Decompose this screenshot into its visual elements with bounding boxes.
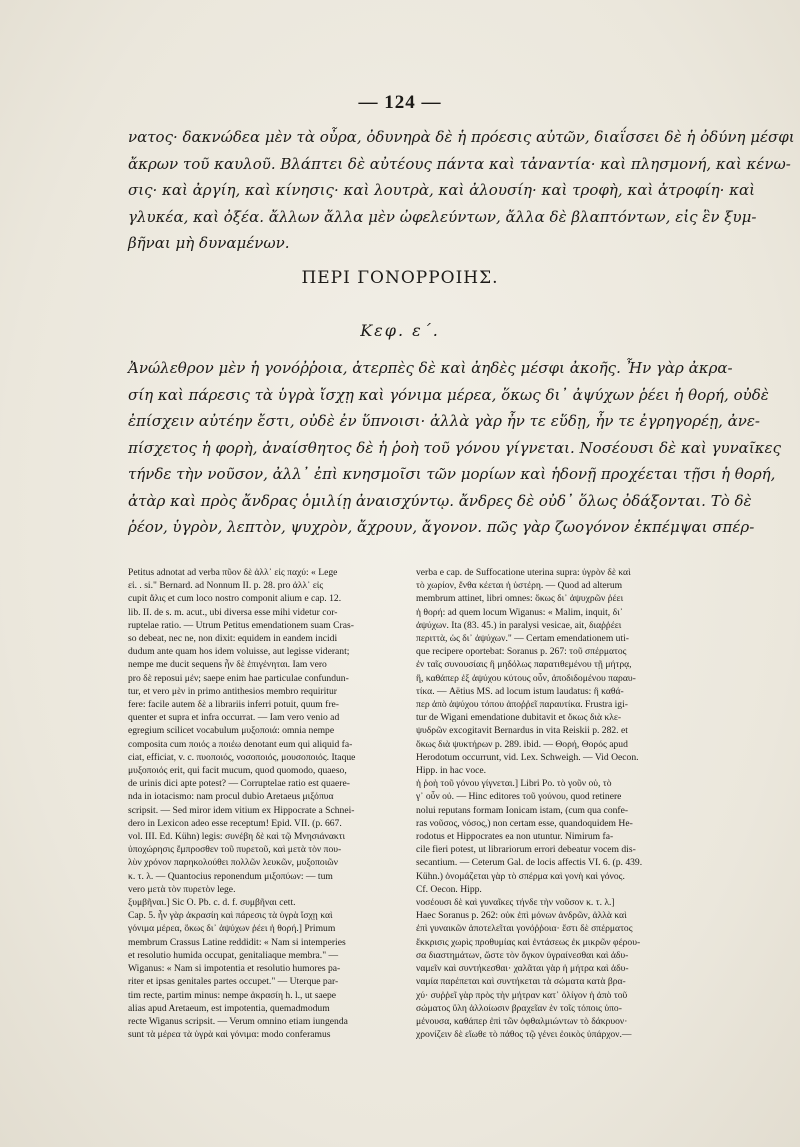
note-line: ναμία παρέπεται καὶ συντήκεται τὰ σώματα κατὰ βρα- (416, 976, 626, 988)
text-line: σις· καὶ ἀργίη, καὶ κίνησις· καὶ λουτρὰ, καὶ ἀλουσίη· καὶ τροφὴ, καὶ ἀτροφίη· καὶ (128, 181, 756, 199)
note-line: Kühn.) ὀνομάζεται γὰρ τὸ σπέρμα καὶ γονὴ καὶ γόνος. (416, 870, 625, 882)
note-line: τὸ χωρίον, ἔνθα κέεται ἡ ὑστέρη. — Quod ad alterum (416, 580, 623, 592)
note-line: ἔκκρισις χωρὶς προθυμίας καὶ ἐντάσεως ἐκ μικρῶν φέρου- (416, 936, 641, 948)
note-line: ψυδρῶν excogitavit Bernardus in vita Reiskii p. 282. et (416, 725, 628, 737)
note-line: membrum Crassus Latine reddidit: « Nam si intemperies (128, 936, 346, 948)
note-line: ἢ, καθάπερ ἐξ ἀψύχου κύτους οὖν, ἀποδιδομένου παραυ- (416, 672, 636, 684)
note-line: secantium. — Ceterum Gal. de locis affectis VI. 6. (p. 439. (416, 857, 643, 869)
note-line: τίκα. — Aëtius MS. ad locum istum laudatus: ἢ καθά- (416, 685, 624, 697)
note-line: γόνιμα μέρεα, ὅκως δι᾽ ἀψύχων ῥέει ἡ θορή.] Primum (128, 923, 336, 935)
note-line: ναμεῖν καὶ συντήκεσθαι· χαλᾶται γὰρ ἡ μήτρα καὶ ἀδυ- (416, 963, 629, 975)
text-line: ἐπίσχειν αὐτέην ἔστι, οὐδὲ ἐν ὕπνοισι· ἀλλὰ γὰρ ἦν τε εὕδῃ, ἦν τε ἐγρηγορέῃ, ἀνε- (128, 412, 760, 430)
note-line: Petitus adnotat ad verba πῦον δὲ ἀλλ᾽ εἰς παχύ: « Lege (128, 567, 338, 578)
text-line: σίη καὶ πάρεσις τὰ ὑγρὰ ἴσχῃ καὶ γόνιμα μέρεα, ὅκως δι᾽ ἀψύχων ῥέει ἡ θορή, οὐδὲ (128, 385, 769, 404)
greek-paragraph-1 (128, 124, 795, 257)
note-line: recte Wiganus scripsit. — Verum omnino etiam iungenda (128, 1015, 348, 1027)
note-line: ἡ ῥοὴ τοῦ γόνου γίγνεται.] Libri Po. τὸ γοῦν οὐ, τὸ (416, 778, 612, 790)
note-line: composita cum ποιός a ποιέω denotant eum qui aliquid fa- (128, 738, 353, 750)
footnotes-left-column (128, 566, 400, 1041)
note-line: κ. τ. λ. — Quantocius reponendum μιξοπύων: — tum (128, 870, 333, 882)
note-line: vero μετὰ τὸν πυρετὸν lege. (128, 883, 236, 895)
note-line: pro δὲ reposui μέν; saepe enim hae particulae confundun- (128, 672, 349, 684)
note-line: nda in iotacismo: nam procul dubio Aretaeus μιξόπυα (128, 791, 334, 803)
note-line: de urinis dici apte potest? — Corruptelae ratio est quaere- (128, 778, 350, 790)
note-line: σα διαστημάτων, ὥστε τὸν ὄγκον ὑγραίνεσθαι καὶ ἀδυ- (416, 949, 629, 961)
note-line: Cap. 5. ἦν γὰρ ἀκρασίη καὶ πάρεσις τὰ ὑγρὰ ἴσχῃ καὶ (128, 910, 333, 922)
text-line: Ἀνώλεθρον μὲν ἡ γονόῤῥοια, ἀτερπὲς δὲ καὶ ἀηδὲς μέσφι ἀκοῆς. Ἦν γὰρ ἀκρα- (128, 359, 733, 377)
note-line: εἰ. . si." Bernard. ad Nonnum II. p. 28. pro ἀλλ᾽ εἰς (128, 580, 324, 592)
note-line: μένουσα, καθάπερ ἐπὶ τῶν ὀφθαλμιώντων τὸ δάκρυον· (416, 1015, 628, 1027)
footnotes (128, 566, 688, 1041)
text-line: ἀτὰρ καὶ πρὸς ἄνδρας ὁμιλίῃ ἀναισχύντῳ. ἄνδρες δὲ οὐδ᾽ ὅλως ὀδάξονται. Τὸ δὲ (128, 491, 752, 510)
note-line: περ ἀπὸ ἀψύχου τόπου ἀποῤῥεῖ παραυτίκα. Frustra igi- (416, 699, 628, 711)
note-line: verba e cap. de Suffocatione uterina supra: ὑγρὸν δὲ καὶ (416, 567, 631, 578)
note-line: ras νοῦσος, νόσος,) non certam esse, quandoquidem He- (416, 817, 633, 829)
note-line: ἐπὶ γυναικῶν ἀποτελεῖται γονόῤῥοια· ἔστι δὲ σπέρματος (416, 923, 633, 935)
note-line: riter et ipsas genitales partes occupet." — Uterque par- (128, 976, 339, 988)
text-line: τήνδε τὴν νοῦσον, ἀλλ᾽ ἐπὶ κνησμοῖσι τῶν μορίων καὶ ἡδονῇ προχέεται τῇσι ἡ θορή, (128, 465, 776, 483)
note-line: quenter et supra et infra occurrat. — Iam vero venio ad (128, 712, 340, 724)
note-line: χύ· συῤῥεῖ γὰρ πρὸς τὴν μήτραν κατ᾽ ὀλίγον ἡ ἀπὸ τοῦ (416, 989, 628, 1001)
note-line: so debeat, nec ne, non dixit: equidem in eandem incidi (128, 633, 338, 645)
note-line: ciat, efficiat, v. c. πυοποιός, νοσοποιός, μουσοποιός. Itaque (128, 751, 356, 763)
note-line: σώματος ὕλη ἀλλοίωσιν βραχεῖαν ἐν τοῖς τόποις ὑπο- (416, 1002, 622, 1014)
note-line: egregium scilicet vocabulum μυξοποιά: omnia nempe (128, 725, 335, 737)
text-line: βῆναι μὴ δυναμένων. (128, 234, 290, 252)
footnotes-right-column (416, 566, 688, 1041)
note-line: scripsit. — Sed miror idem vitium ex Hippocrate a Schnei- (128, 804, 355, 816)
note-line: tim recte, partim minus: nempe ἀκρασίη h. l., ut saepe (128, 989, 337, 1001)
note-line: ruptelae ratio. — Utrum Petitus emendationem suam Cras- (128, 619, 354, 631)
note-line: que recipere oportebat: Soranus p. 267: τοῦ σπέρματος (416, 646, 627, 658)
note-line: membrum attinet, libri omnes: ὅκως δι᾽ ἀψυχρῶν ῥέει (416, 593, 624, 605)
note-line: et resolutio humida occupat, genitaliaque membra." — (128, 949, 339, 961)
note-line: dudum ante quam hos idem voluisse, aut legisse viderant; (128, 646, 350, 658)
note-line: dero in Lexicon adeo esse receptum! Epid. VII. (p. 667. (128, 817, 342, 829)
note-line: sunt τὰ μέρεα τὰ ὑγρὰ καὶ γόνιμα: modo conferamus (128, 1029, 331, 1041)
note-line: lib. II. de s. m. acut., ubi diversa esse mihi videtur cor- (128, 606, 338, 618)
note-line: Herodotum occurrunt, vid. Lex. Schweigh. — Vid Oecon. (416, 751, 639, 763)
note-line: cile fieri potest, ut librariorum errori debeatur vocem dis- (416, 844, 636, 856)
note-line: Cf. Oecon. Hipp. (416, 883, 482, 895)
section-title: ΠΕΡΙ ΓΟΝΟΡΡΟΙΗΣ. (301, 268, 499, 288)
note-line: ξυμβῆναι.] Sic O. Pb. c. d. f. συμβῆναι cett. (128, 897, 296, 909)
note-line: νοσέουσι δὲ καὶ γυναῖκες τήνδε τὴν νοῦσον κ. τ. λ.] (416, 897, 615, 909)
note-line: λὺν χρόνον παρηκολούθει πολλῶν λευκῶν, μυξοποιῶν (128, 857, 338, 869)
text-line: νατος· δακνώδεα μὲν τὰ οὖρα, ὀδυνηρὰ δὲ ἡ πρόεσις αὐτῶν, διαΐσσει δὲ ἡ ὀδύνη μέσφι (128, 128, 795, 146)
note-line: γ᾽ οὖν οὐ. — Hinc editores τοῦ γούνου, quod retinere (416, 791, 622, 803)
note-line: χρονίζειν δὲ εἴωθε τὸ πάθος τῷ γένει ἐοικὸς ὑπάρχον.— (416, 1029, 632, 1041)
note-line: fere: facile autem δὲ a librariis inferri potuit, quum fre- (128, 699, 339, 711)
note-line: μυξοποιός erit, qui facit mucum, quod quomodo, quaeso, (128, 765, 347, 777)
note-line: rodotus et Hippocrates ea non utuntur. Nimirum fa- (416, 831, 614, 843)
note-line: cupit ἄλις et cum loco nostro componit alium e cap. 12. (128, 593, 342, 605)
note-line: ἡ θορή: ad quem locum Wiganus: « Malim, inquit, δι᾽ (416, 606, 623, 618)
text-line: γλυκέα, καὶ ὀξέα. ἄλλων ἄλλα μὲν ὠφελεύντων, ἄλλα δὲ βλαπτόντων, εἰς ἓν ξυμ- (128, 207, 757, 226)
note-line: ὑποχώρησις ἔμπροσθεν τοῦ πυρετοῦ, καὶ μετὰ τὸν που- (128, 844, 342, 856)
note-line: Wiganus: « Nam si impotentia et resolutio humores pa- (128, 963, 341, 975)
note-line: tur, et vero μὲν in primo antithesios membro requiritur (128, 685, 337, 697)
page-number: — 124 — (358, 92, 442, 113)
note-line: alias apud Aretaeum, est impotentia, quemadmodum (128, 1002, 330, 1014)
text-line: πίσχετος ἡ φορὴ, ἀναίσθητος δὲ ἡ ῥοὴ τοῦ γόνου γίγνεται. Νοσέουσι δὲ καὶ γυναῖκες (128, 438, 781, 457)
text-line: ἄκρων τοῦ καυλοῦ. Βλάπτει δὲ αὐτέους πάντα καὶ τἀναντία· καὶ πλησμονή, καὶ κένω- (128, 154, 791, 173)
note-line: nempe me ducit sequens ἦν δὲ ἐπιγένηται. Iam vero (128, 659, 327, 671)
note-line: ὅκως διὰ ψυκτήρων p. 289. ibid. — Θορή, Θορός apud (416, 738, 628, 750)
note-line: vol. III. Ed. Kühn) legis: συνέβη δὲ καὶ τῷ Μνησιάνακτι (128, 831, 346, 843)
note-line: Haec Soranus p. 262: οὐκ ἐπὶ μόνων ἀνδρῶν, ἀλλὰ καὶ (416, 910, 627, 922)
note-line: ἀψύχων. Ita (83. 45.) in paralysi vesicae, ait, διαῤῥέει (416, 619, 622, 631)
note-line: nolui reputans formam Ionicam istam, (cum qua confe- (416, 804, 629, 816)
greek-paragraph-2 (128, 355, 781, 541)
chapter-heading: Κεφ. ε΄. (360, 321, 440, 340)
note-line: tur de Wigani emendatione dubitavit et ὅκως διὰ κλε- (416, 712, 622, 724)
note-line: Hipp. in hac voce. (416, 765, 487, 777)
text-line: ῥέον, ὑγρὸν, λεπτὸν, ψυχρὸν, ἄχρουν, ἄγονον. πῶς γὰρ ζωογόνον ἐκπέμψαι σπέρ- (128, 518, 755, 536)
note-line: ἐν ταῖς συνουσίαις ἢ μηδόλως παρατιθεμένου τῇ μήτρᾳ, (416, 659, 632, 671)
note-line: περιττὰ, ὡς δι᾽ ἀψύχων." — Certam emendationem uti- (416, 633, 630, 645)
